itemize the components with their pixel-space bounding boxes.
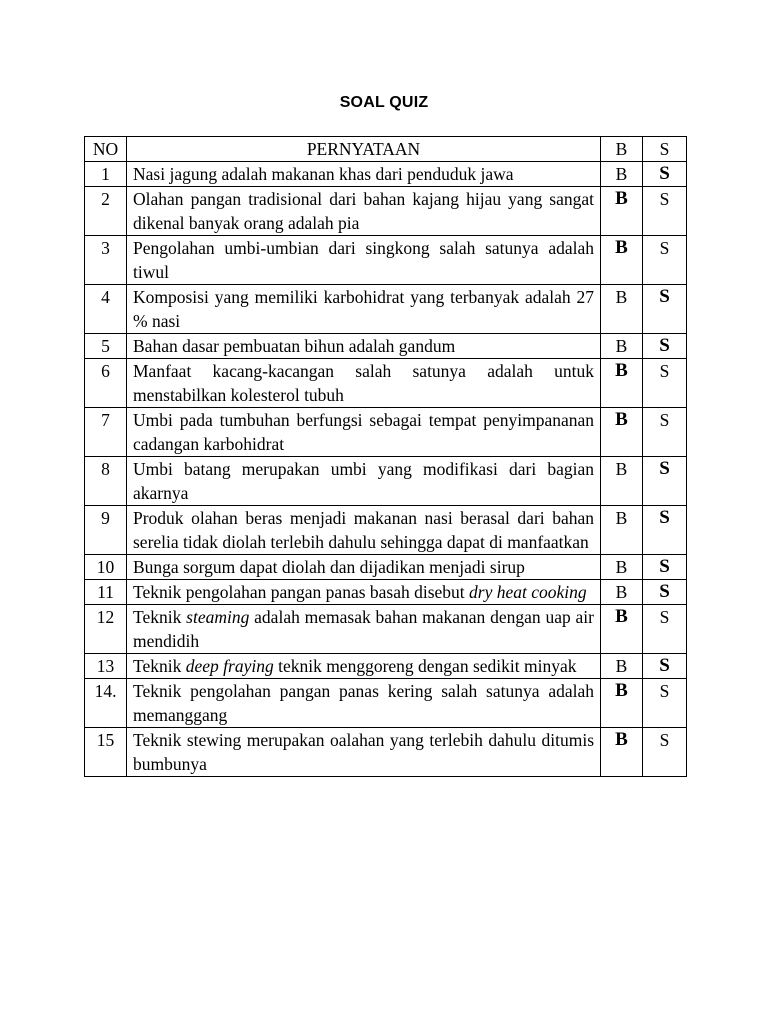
option-b: B — [601, 162, 643, 187]
statement-text: Teknik pengolahan pangan panas kering salah satunya adalah memanggang — [133, 681, 594, 725]
question-number: 2 — [85, 187, 127, 236]
question-statement — [127, 359, 601, 408]
question-number: 13 — [85, 654, 127, 679]
statement-text: Teknik — [133, 656, 186, 676]
option-s: S — [643, 285, 687, 334]
statement-text: adalah memasak bahan makanan dengan uap air mendidih — [133, 607, 594, 651]
option-b: B — [601, 580, 643, 605]
option-b: B — [601, 506, 643, 555]
question-number: 14. — [85, 679, 127, 728]
table-row — [85, 334, 687, 359]
option-s: S — [643, 506, 687, 555]
option-s: S — [643, 679, 687, 728]
statement-text: Olahan pangan tradisional dari bahan kajang hijau yang sangat dikenal banyak orang adalah pia — [133, 189, 594, 233]
table-row — [85, 605, 687, 654]
quiz-table — [84, 136, 687, 777]
table-row — [85, 506, 687, 555]
question-statement — [127, 334, 601, 359]
table-row — [85, 728, 687, 777]
statement-italic-term: steaming — [186, 607, 250, 627]
option-b: B — [601, 359, 643, 408]
statement-text: Teknik stewing merupakan oalahan yang terlebih dahulu ditumis bumbunya — [133, 730, 594, 774]
statement-italic-term: dry heat cooking — [469, 582, 587, 602]
question-number: 1 — [85, 162, 127, 187]
question-number: 5 — [85, 334, 127, 359]
table-row — [85, 408, 687, 457]
statement-text: Bunga sorgum dapat diolah dan dijadikan menjadi sirup — [133, 557, 525, 577]
quiz-table-body — [85, 162, 687, 777]
question-number: 6 — [85, 359, 127, 408]
option-s: S — [643, 408, 687, 457]
question-statement — [127, 605, 601, 654]
option-s: S — [643, 187, 687, 236]
question-number: 7 — [85, 408, 127, 457]
table-row — [85, 580, 687, 605]
option-s: S — [643, 359, 687, 408]
option-s: S — [643, 654, 687, 679]
statement-text: Nasi jagung adalah makanan khas dari penduduk jawa — [133, 164, 514, 184]
question-statement — [127, 728, 601, 777]
table-row — [85, 187, 687, 236]
question-statement — [127, 506, 601, 555]
header-b: B — [601, 137, 643, 162]
question-number: 8 — [85, 457, 127, 506]
question-number: 4 — [85, 285, 127, 334]
statement-text: Manfaat kacang-kacangan salah satunya adalah untuk menstabilkan kolesterol tubuh — [133, 361, 594, 405]
question-number: 3 — [85, 236, 127, 285]
statement-text: teknik menggoreng dengan sedikit minyak — [273, 656, 577, 676]
question-statement — [127, 555, 601, 580]
option-b: B — [601, 728, 643, 777]
question-statement — [127, 162, 601, 187]
header-no: NO — [85, 137, 127, 162]
table-row — [85, 162, 687, 187]
option-s: S — [643, 555, 687, 580]
option-b: B — [601, 679, 643, 728]
question-statement — [127, 187, 601, 236]
option-b: B — [601, 334, 643, 359]
header-row — [85, 137, 687, 162]
statement-italic-term: deep fraying — [185, 656, 274, 676]
option-s: S — [643, 580, 687, 605]
header-statement: PERNYATAAN — [127, 137, 601, 162]
statement-text: Produk olahan beras menjadi makanan nasi berasal dari bahan serelia tidak diolah terlebih dahulu sehingga dapat di manfaatkan — [133, 508, 594, 552]
question-number: 11 — [85, 580, 127, 605]
option-b: B — [601, 555, 643, 580]
option-b: B — [601, 605, 643, 654]
question-statement — [127, 285, 601, 334]
question-statement — [127, 654, 601, 679]
option-b: B — [601, 187, 643, 236]
table-row — [85, 285, 687, 334]
option-b: B — [601, 408, 643, 457]
statement-text: Umbi batang merupakan umbi yang modifikasi dari bagian akarnya — [133, 459, 594, 503]
table-row — [85, 359, 687, 408]
statement-text: Pengolahan umbi-umbian dari singkong salah satunya adalah tiwul — [133, 238, 594, 282]
option-s: S — [643, 605, 687, 654]
page-title: SOAL QUIZ — [339, 94, 429, 111]
question-statement — [127, 408, 601, 457]
option-s: S — [643, 728, 687, 777]
option-s: S — [643, 334, 687, 359]
statement-text: Bahan dasar pembuatan bihun adalah gandum — [133, 336, 456, 356]
option-b: B — [601, 654, 643, 679]
header-s: S — [643, 137, 687, 162]
question-number: 15 — [85, 728, 127, 777]
question-statement — [127, 679, 601, 728]
quiz-table-header — [85, 137, 687, 162]
question-number: 10 — [85, 555, 127, 580]
table-row — [85, 654, 687, 679]
question-number: 9 — [85, 506, 127, 555]
table-row — [85, 236, 687, 285]
table-row — [85, 457, 687, 506]
statement-text: Umbi pada tumbuhan berfungsi sebagai tempat penyimpananan cadangan karbohidrat — [133, 410, 594, 454]
question-statement — [127, 457, 601, 506]
question-number: 12 — [85, 605, 127, 654]
table-row — [85, 555, 687, 580]
question-statement — [127, 580, 601, 605]
statement-text: Komposisi yang memiliki karbohidrat yang terbanyak adalah 27 % nasi — [133, 287, 594, 331]
statement-text: Teknik — [133, 607, 187, 627]
option-b: B — [601, 236, 643, 285]
option-s: S — [643, 457, 687, 506]
option-b: B — [601, 285, 643, 334]
option-s: S — [643, 162, 687, 187]
option-b: B — [601, 457, 643, 506]
statement-text: Teknik pengolahan pangan panas basah disebut — [133, 582, 470, 602]
table-row — [85, 679, 687, 728]
option-s: S — [643, 236, 687, 285]
question-statement — [127, 236, 601, 285]
